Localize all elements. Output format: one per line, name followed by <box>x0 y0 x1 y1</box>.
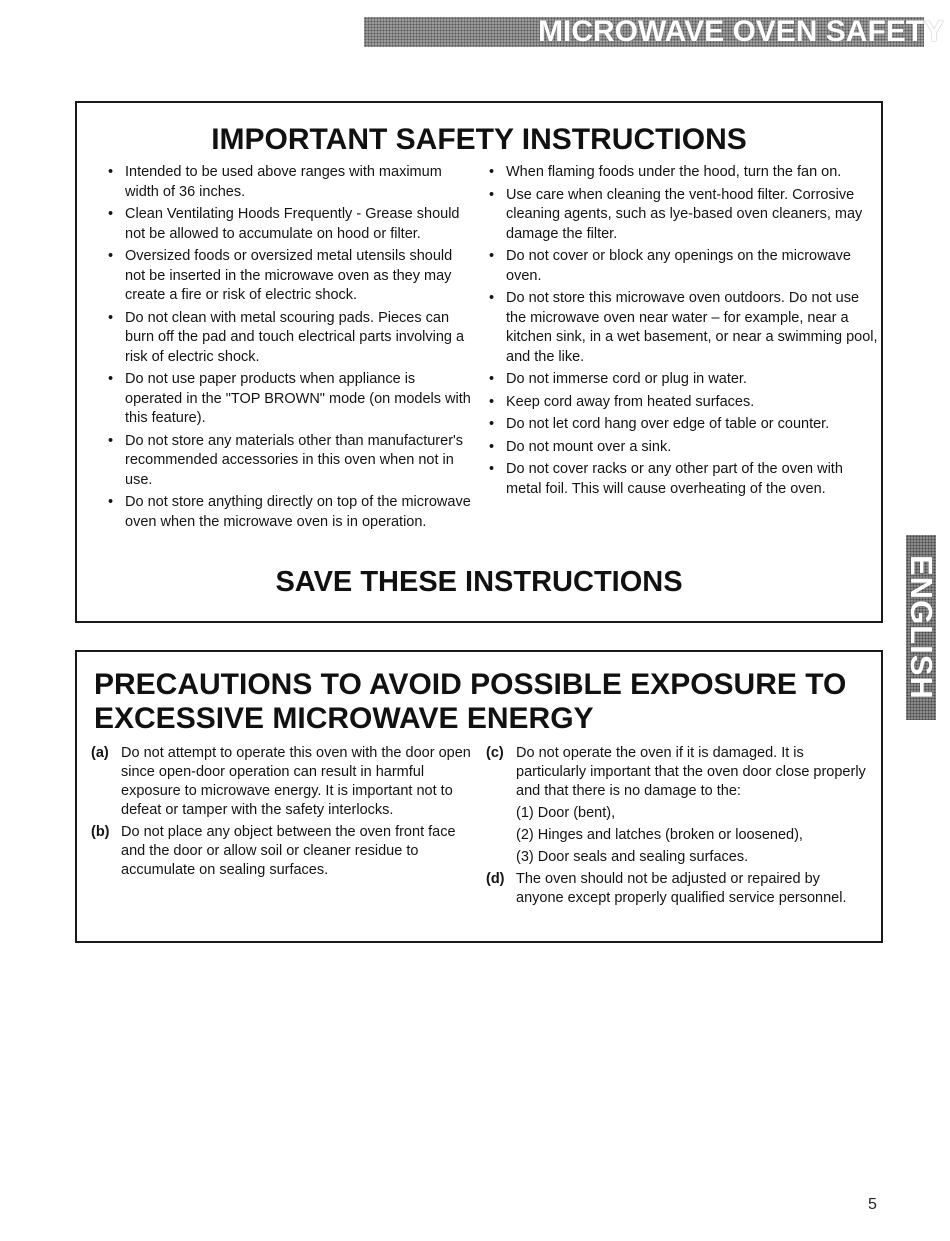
bullet-icon: • <box>108 309 114 326</box>
bullet-icon: • <box>108 206 114 222</box>
bullet-icon: • <box>108 432 114 449</box>
precaution-letter: (b) <box>91 824 110 840</box>
safety-item: • Intended to be used above ranges with maximum width of 36 inches. <box>108 164 442 200</box>
safety-item: • Clean Ventilating Hoods Frequently - Grease should not be allowed to accumulate on hood or filter. <box>108 206 460 242</box>
precautions-box <box>75 650 883 943</box>
precaution-sub-item: (1) Door (bent), <box>516 805 616 821</box>
bullet-icon: • <box>489 438 495 455</box>
precaution-text: Do not attempt to operate this oven with the door open since open-door operation can result in harmful exposure to microwave energy. It is important not to defeat or tamper with the safety interlocks. <box>121 745 471 818</box>
precautions-title-line-2: EXCESSIVE MICROWAVE ENERGY <box>94 702 594 735</box>
page-number: 5 <box>868 1196 877 1213</box>
precaution-item <box>91 823 476 880</box>
precaution-item <box>486 744 871 867</box>
precaution-letter: (d) <box>486 871 505 887</box>
section-header-title: MICROWAVE OVEN SAFETY <box>538 15 945 48</box>
precautions-left-column <box>91 744 476 883</box>
bullet-icon: • <box>108 248 114 264</box>
bullet-icon: • <box>489 416 495 432</box>
bullet-icon: • <box>489 461 495 477</box>
precaution-letter: (c) <box>486 745 504 761</box>
precaution-sub-list <box>516 804 871 867</box>
important-safety-box <box>75 101 883 623</box>
bullet-icon: • <box>489 186 495 203</box>
safety-item: • When flaming foods under the hood, turn the fan on. <box>486 163 881 183</box>
precaution-text: Do not place any object between the oven front face and the door or allow soil or cleaner residue to accumulate on sealing surfaces. <box>121 824 456 878</box>
bullet-icon: • <box>489 248 495 264</box>
precautions-title-line-1: PRECAUTIONS TO AVOID POSSIBLE EXPOSURE TO <box>94 668 847 701</box>
precaution-text: The oven should not be adjusted or repaired by anyone except properly qualified service personnel. <box>516 871 847 906</box>
safety-item: • Do not cover racks or any other part of the oven with metal foil. This will cause overheating of the oven. <box>489 461 843 497</box>
bullet-icon: • <box>489 371 495 387</box>
precaution-sub-item: (2) Hinges and latches (broken or loosened), <box>516 827 803 843</box>
important-safety-title: IMPORTANT SAFETY INSTRUCTIONS <box>211 123 747 156</box>
bullet-icon: • <box>108 164 114 180</box>
bullet-icon: • <box>489 290 495 306</box>
bullet-icon: • <box>108 494 114 510</box>
precaution-sub-item: (3) Door seals and sealing surfaces. <box>516 849 749 865</box>
safety-item: • Do not let cord hang over edge of table or counter. <box>486 415 881 435</box>
safety-item: • Do not clean with metal scouring pads. Pieces can burn off the pad and touch electrical parts involving a risk of electric shock. <box>108 309 465 365</box>
safety-item: • Use care when cleaning the vent-hood filter. Corrosive cleaning agents, such as lye-based oven cleaners, may damage the filter. <box>489 186 863 242</box>
precaution-letter: (a) <box>91 745 109 761</box>
bullet-icon: • <box>489 164 495 180</box>
safety-item: • Do not cover or block any openings on the microwave oven. <box>489 248 851 284</box>
precautions-title <box>94 668 846 736</box>
safety-item: • Do not store this microwave oven outdoors. Do not use the microwave oven near water – for example, near a kitchen sink, in a wet basement, or near a swimming pool, and the like. <box>489 290 878 365</box>
bullet-icon: • <box>108 371 114 387</box>
safety-item: • Do not immerse cord or plug in water. <box>486 370 881 390</box>
safety-item: • Do not store anything directly on top of the microwave oven when the microwave oven is in operation. <box>108 494 471 530</box>
safety-right-column <box>486 163 881 502</box>
safety-left-column <box>105 163 475 535</box>
bullet-icon: • <box>489 393 495 410</box>
precautions-right-column <box>486 744 871 911</box>
safety-item: • Keep cord away from heated surfaces. <box>486 393 881 413</box>
precaution-item <box>91 744 476 820</box>
language-side-label: ENGLISH <box>904 555 939 700</box>
save-instructions-title: SAVE THESE INSTRUCTIONS <box>275 566 683 598</box>
safety-item: • Oversized foods or oversized metal utensils should not be inserted in the microwave oven as they may create a fire or risk of electric shock. <box>108 248 453 303</box>
precaution-item <box>486 870 871 908</box>
precaution-text: Do not operate the oven if it is damaged. It is particularly important that the oven door close properly and that there is no damage to the: <box>516 745 866 799</box>
safety-item: • Do not mount over a sink. <box>486 438 881 458</box>
safety-item: • Do not use paper products when appliance is operated in the "TOP BROWN" mode (on models with this feature). <box>108 371 471 426</box>
safety-item: • Do not store any materials other than manufacturer's recommended accessories in this oven when not in use. <box>108 432 464 488</box>
